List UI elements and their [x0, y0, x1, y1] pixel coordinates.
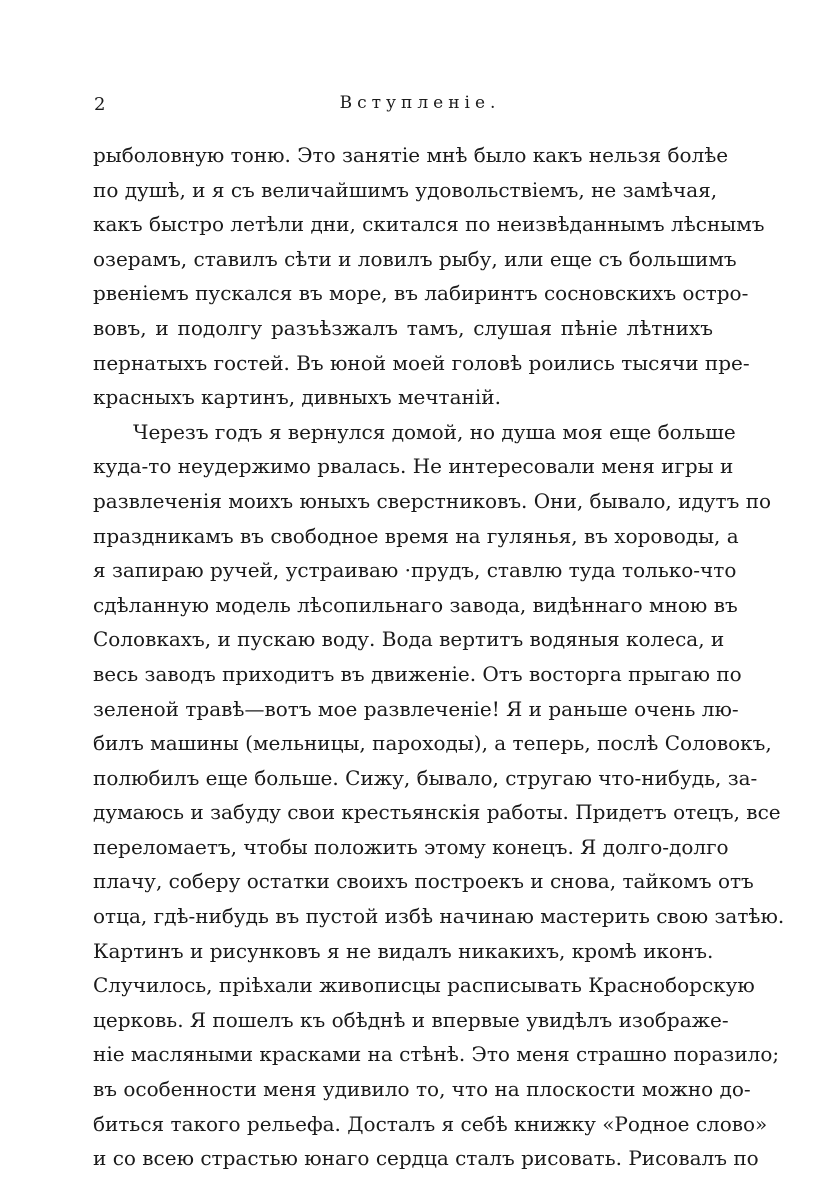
text-line: куда-то неудержимо рвалась. Не интересовали меня игры и — [93, 454, 734, 479]
text-line: рыболовную тоню. Это занятіе мнѣ было какъ нельзя болѣе — [93, 143, 729, 167]
text-line: какъ быстро летѣли дни, скитался по неизвѣданнымъ лѣснымъ — [93, 212, 765, 237]
text-line: билъ машины (мельницы, пароходы), а теперь, послѣ Соловокъ, — [93, 731, 772, 756]
text-line: Случилось, пріѣхали живописцы расписывать Красноборскую — [93, 973, 755, 998]
text-line: по душѣ, и я съ величайшимъ удовольствіемъ, не замѣчая, — [93, 177, 718, 202]
text-line: весь заводъ приходитъ въ движеніе. Отъ восторга прыгаю по — [93, 661, 742, 686]
text-line: рвеніемъ пускался въ море, въ лабиринтъ сосновскихъ остро- — [93, 281, 749, 306]
text-line: Черезъ годъ я вернулся домой, но душа моя еще больше — [133, 419, 736, 444]
text-line: думаюсь и забуду свои крестьянскія работы. Придетъ отецъ, все — [93, 800, 781, 825]
text-line: красныхъ картинъ, дивныхъ мечтаній. — [93, 385, 501, 410]
body-text — [93, 138, 785, 1176]
text-line: развлеченія моихъ юныхъ сверстниковъ. Они, бывало, идутъ по — [93, 488, 772, 513]
running-head-title: Вступленіе. — [339, 93, 501, 113]
text-line: полюбилъ еще больше. Сижу, бывало, стругаю что-нибудь, за- — [93, 765, 758, 790]
text-line: вовъ, и подолгу разъѣзжалъ тамъ, слушая пѣніе лѣтнихъ — [93, 315, 713, 340]
text-line: ніе масляными красками на стѣнѣ. Это меня страшно поразило; — [93, 1042, 780, 1067]
text-line: сдѣланную модель лѣсопильнаго завода, видѣннаго мною въ — [93, 592, 738, 617]
text-line: и со всею страстью юнаго сердца сталъ рисовать. Рисовалъ по — [93, 1146, 759, 1171]
text-line: Картинъ и рисунковъ я не видалъ никакихъ, кромѣ иконъ. — [93, 938, 714, 963]
text-line: отца, гдѣ-нибудь въ пустой избѣ начинаю мастерить свою затѣю. — [93, 904, 785, 929]
text-line: плачу, соберу остатки своихъ построекъ и снова, тайкомъ отъ — [93, 869, 754, 894]
text-line: въ особенности меня удивило то, что на плоскости можно до- — [93, 1077, 751, 1102]
text-line: переломаетъ, чтобы положить этому конецъ. Я долго-долго — [93, 834, 729, 859]
text-line: Соловкахъ, и пускаю воду. Вода вертитъ водяныя колеса, и — [93, 627, 725, 652]
text-line: праздникамъ въ свободное время на гулянья, въ хороводы, а — [93, 523, 739, 548]
text-line: церковь. Я пошелъ къ обѣднѣ и впервые увидѣлъ изображе- — [93, 1007, 729, 1032]
text-line: зеленой травѣ—вотъ мое развлеченіе! Я и раньше очень лю- — [93, 696, 739, 721]
text-line: я запираю ручей, устраиваю ·прудъ, ставлю туда только-что — [93, 558, 737, 583]
paragraph — [93, 415, 785, 1176]
paragraph — [93, 138, 765, 415]
page-number: 2 — [94, 94, 106, 115]
text-line: озерамъ, ставилъ сѣти и ловилъ рыбу, или еще съ большимъ — [93, 246, 737, 271]
text-line: пернатыхъ гостей. Въ юной моей головѣ роились тысячи пре- — [93, 350, 750, 375]
text-line: биться такого рельефа. Досталъ я себѣ книжку «Родное слово» — [93, 1111, 768, 1136]
